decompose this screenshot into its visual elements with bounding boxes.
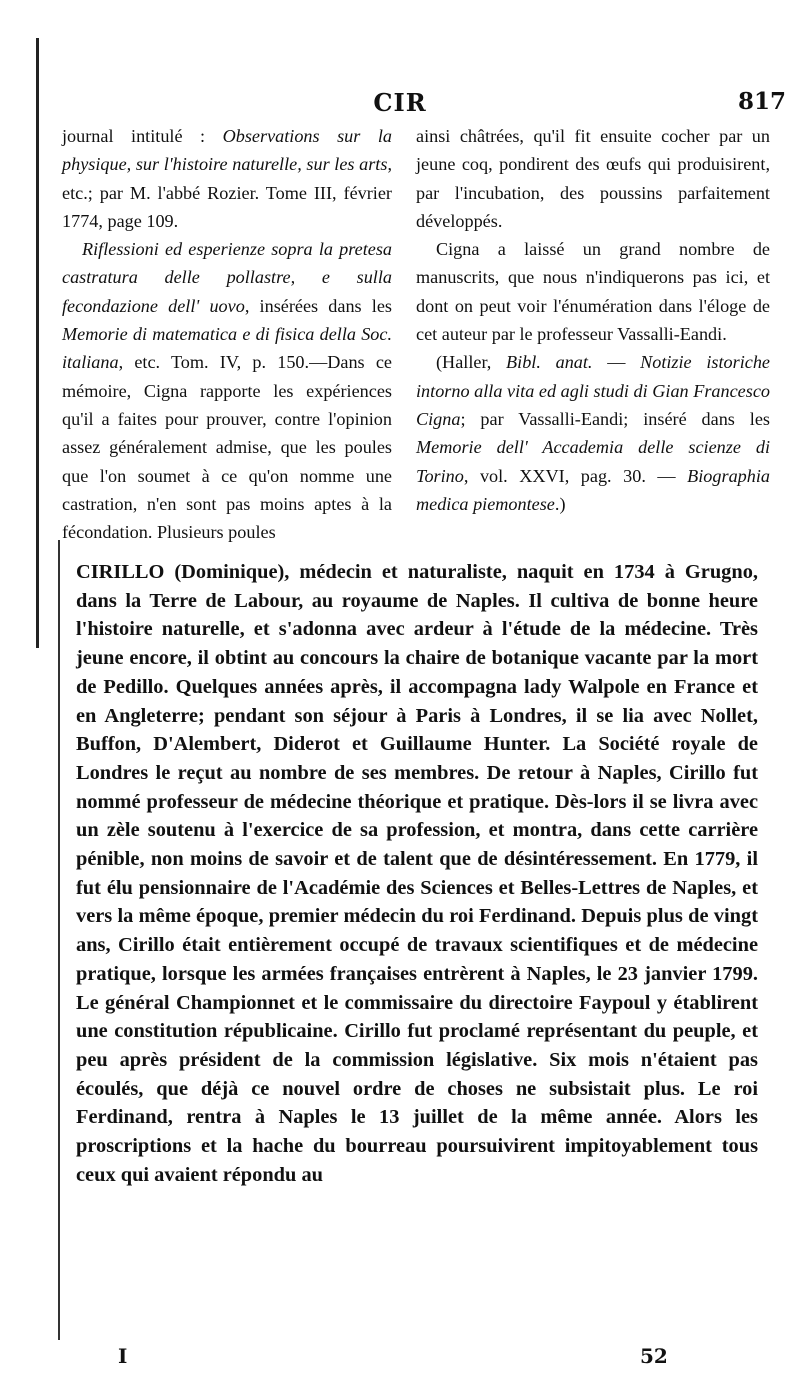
left-p2-suffix: , etc. Tom. IV, p. 150.—Dans ce mémoire, Cigna rapporte les expériences qu'il a faites pour prouver, contre l'opinion assez généralement admise, que les poules que l'on soumet à ce qu'on nomme une castration, n'en sont pas moins aptes à la fécondation. Plusieurs poules (62, 352, 392, 543)
left-p2-italic-title: Riflessioni ed esperienze sopra la pretesa castratura delle pollastre, e sulla fecondazione dell' uovo (62, 239, 392, 316)
binding-edge-shadow (36, 38, 39, 648)
article-body: , médecin et naturaliste, naquit en 1734 à Grugno, dans la Terre de Labour, au royaume de Naples. Il cultiva de bonne heure l'histoire naturelle, et s'adonna avec ardeur à l'étude de la médecine. Très jeune encore, il obtint au concours la chaire de botanique vacante par la mort de Pedillo. Quelques années après, il accompagna lady Walpole en France et en Angleterre; pendant son séjour à Paris à Londres, il se lia avec Nollet, Buffon, D'Alembert, Diderot et Guillaume Hunter. La Société royale de Londres le reçut au nombre de ses membres. De retour à Naples, Cirillo fut nommé professeur de médecine théorique et pratique. Dès-lors il se livra avec un zèle soutenu à l'exercice de sa profession, et montra, dans cette carrière pénible, non moins de savoir et de talent que de désintéressement. En 1779, il fut élu pensionnaire de l'Académie des Sciences et Belles-Lettres de Naples, et vers la même époque, premier médecin du roi Ferdinand. Depuis plus de vingt ans, Cirillo était entièrement occupé de travaux scientifiques et de médecine pratique, lorsque les armées françaises entrèrent à Naples, le 23 janvier 1799. Le général Championnet et le commissaire du directoire Faypoul y établirent une constitution républicaine. Cirillo fut proclamé représentant du peuple, et peu après président de la commission législative. Six mois n'étaient pas écoulés, que déjà ce nouvel ordre de choses ne subsistait plus. Le roi Ferdinand, rentra à Naples le 13 juillet de la même année. Alors les proscriptions et la hache du bourreau poursuivirent impitoyablement tous ceux qui avaient répondu au (76, 561, 758, 1186)
right-p3-mid-2: , vol. XXVI, pag. 30. — (463, 465, 688, 486)
right-p3-italic-2: Notizie istoriche intorno alla vita ed agli studi di Gian Francesco Cigna (416, 352, 770, 429)
left-paragraph-1 (62, 122, 392, 235)
left-p2-mid: , insérées dans les (244, 295, 392, 316)
right-p3-mid: ; par Vassalli-Eandi; inséré dans les (460, 408, 770, 429)
right-p3-italic-1: Bibl. anat. (506, 352, 593, 373)
left-paragraph-2 (62, 235, 392, 546)
page-footer (0, 1344, 800, 1374)
signature-mark-right: 52 (640, 1344, 668, 1368)
right-paragraph-1: ainsi châtrées, qu'il fit ensuite cocher par un jeune coq, pondirent des œufs qui produisirent, par l'incubation, des poussins parfaitement développés. (416, 126, 770, 231)
right-paragraph-3 (416, 348, 770, 518)
right-column (416, 122, 770, 518)
running-title: CIR (373, 88, 427, 117)
article-cirillo (76, 558, 758, 1189)
binding-edge-shadow-lower (58, 540, 60, 1340)
left-p1-prefix: journal intitulé : (62, 126, 223, 146)
article-paragraph (76, 558, 758, 1189)
right-p3-italic-4: Biographia medica piemontese (416, 465, 770, 514)
article-headword: CIRILLO (Dominique) (76, 561, 285, 583)
signature-mark-left: I (118, 1344, 128, 1368)
right-p3-suffix: .) (554, 493, 566, 514)
right-p3-italic-3: Memorie dell' Accademia delle scienze di Torino (416, 437, 770, 486)
page-number: 817 (737, 88, 786, 115)
right-p3-prefix: (Haller, (436, 352, 507, 373)
right-paragraph-2: Cigna a laissé un grand nombre de manuscrits, que nous n'indiquerons pas ici, et dont on peut voir l'énumération dans l'éloge de cet auteur par le professeur Vassalli-Eandi. (416, 239, 770, 345)
left-p2-italic-source: Memorie di matematica e di fisica della Soc. italiana (62, 324, 392, 373)
right-p3-dash: — (592, 352, 641, 373)
running-head (0, 88, 800, 118)
left-p1-italic-title: Observations sur la physique, sur l'histoire naturelle, sur les arts (62, 126, 392, 175)
left-column (62, 122, 392, 546)
left-p1-suffix: , etc.; par M. l'abbé Rozier. Tome III, février 1774, page 109. (62, 154, 392, 231)
